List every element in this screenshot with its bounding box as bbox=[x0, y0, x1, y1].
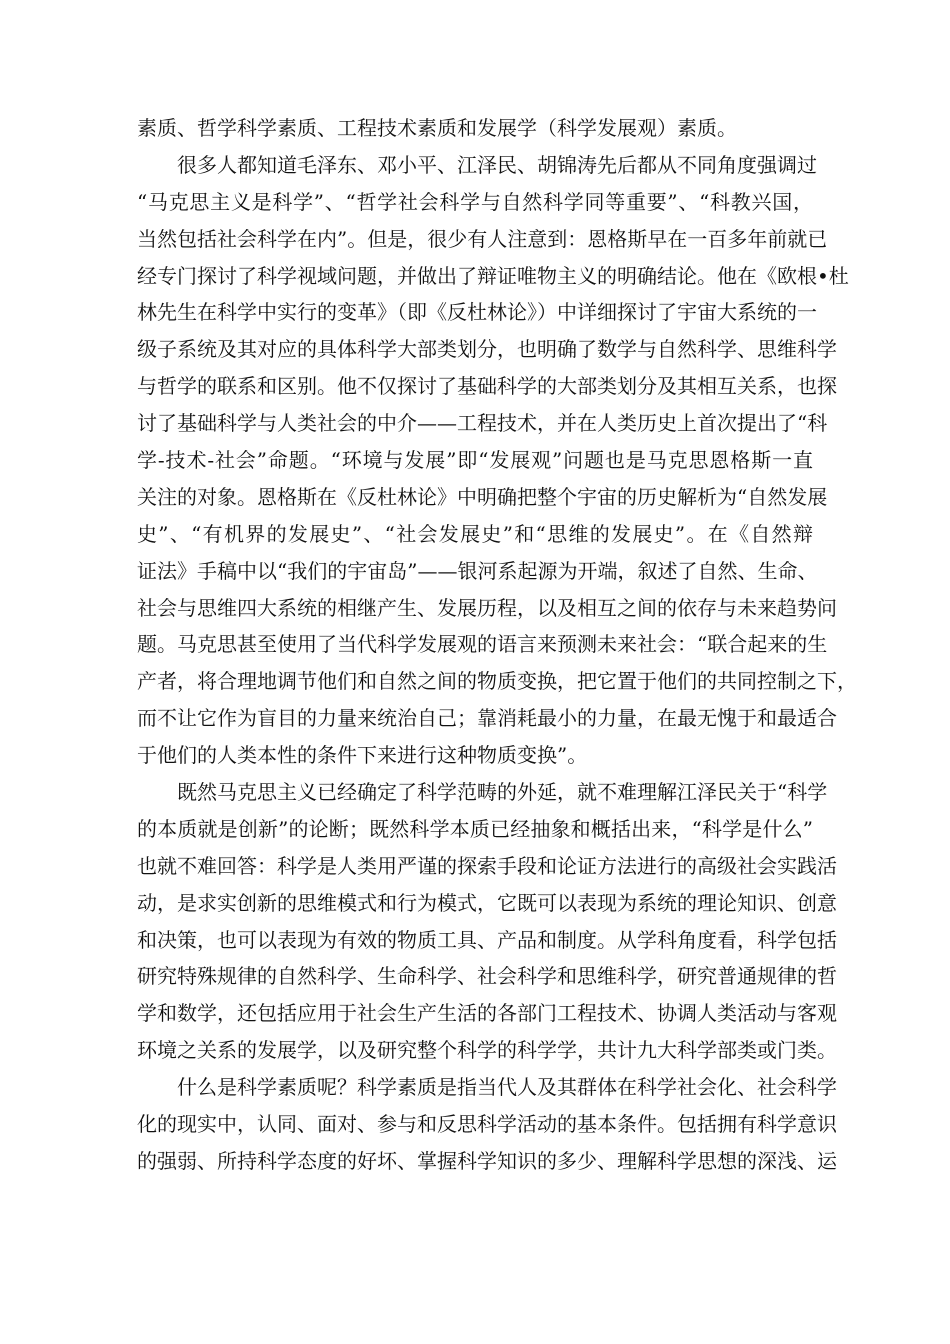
text-line: 当然包括社会科学在内”。但是，很少有人注意到：恩格斯早在一百多年前就已 bbox=[137, 226, 828, 251]
text-line: 和决策，也可以表现为有效的物质工具、产品和制度。从学科角度看，科学包括 bbox=[137, 927, 837, 952]
text-line: 林先生在科学中实行的变革》（即《反杜林论》）中详细探讨了宇宙大系统的一 bbox=[137, 300, 817, 325]
text-line: 学-技术-社会”命题。“环境与发展”即“发展观”问题也是马克思恩格斯一直 bbox=[137, 448, 813, 473]
text-line: 而不让它作为盲目的力量来统治自己；靠消耗最小的力量，在最无愧于和最适合 bbox=[137, 706, 837, 731]
text-line: 关注的对象。恩格斯在《反杜林论》中明确把整个宇宙的历史解析为“自然发展 bbox=[137, 484, 828, 509]
text-line: 也就不难回答：科学是人类用严谨的探索手段和论证方法进行的高级社会实践活 bbox=[137, 853, 837, 878]
text-line: 既然马克思主义已经确定了科学范畴的外延，就不难理解江泽民关于“科学 bbox=[177, 780, 828, 805]
text-line: 的强弱、所持科学态度的好坏、掌握科学知识的多少、理解科学思想的深浅、运 bbox=[137, 1148, 837, 1173]
text-line: 证法》手稿中以“我们的宇宙岛”——银河系起源为开端，叙述了自然、生命、 bbox=[137, 558, 818, 583]
text-line: 经专门探讨了科学视域问题，并做出了辩证唯物主义的明确结论。他在《欧根•杜 bbox=[137, 263, 849, 288]
text-line: 题。马克思甚至使用了当代科学发展观的语言来预测未来社会：“联合起来的生 bbox=[137, 632, 828, 657]
text-line: 史”、“有机界的发展史”、“社会发展史”和“思维的发展史”。在《自然辩 bbox=[137, 521, 813, 546]
text-line: 什么是科学素质呢？科学素质是指当代人及其群体在科学社会化、社会科学 bbox=[177, 1075, 837, 1100]
text-line: “马克思主义是科学”、“哲学社会科学与自然科学同等重要”、“科教兴国， bbox=[137, 189, 813, 214]
text-line: 环境之关系的发展学，以及研究整个科学的科学学，共计九大科学部类或门类。 bbox=[137, 1038, 837, 1063]
text-line: 级子系统及其对应的具体科学大部类划分，也明确了数学与自然科学、思维科学 bbox=[137, 337, 837, 362]
text-line: 动，是求实创新的思维模式和行为模式，它既可以表现为系统的理论知识、创意 bbox=[137, 890, 837, 915]
text-line: 于他们的人类本性的条件下来进行这种物质变换”。 bbox=[137, 743, 588, 768]
text-line: 素质、哲学科学素质、工程技术素质和发展学（科学发展观）素质。 bbox=[137, 116, 737, 140]
text-line: 化的现实中，认同、面对、参与和反思科学活动的基本条件。包括拥有科学意识 bbox=[137, 1112, 837, 1137]
text-line: 很多人都知道毛泽东、邓小平、江泽民、胡锦涛先后都从不同角度强调过 bbox=[177, 152, 817, 177]
text-line: 讨了基础科学与人类社会的中介——工程技术，并在人类历史上首次提出了“科 bbox=[137, 411, 828, 436]
text-line: 产者，将合理地调节他们和自然之间的物质变换，把它置于他们的共同控制之下， bbox=[137, 669, 857, 694]
text-line: 与哲学的联系和区别。他不仅探讨了基础科学的大部类划分及其相互关系，也探 bbox=[137, 374, 837, 399]
text-line: 学和数学，还包括应用于社会生产生活的各部门工程技术、协调人类活动与客观 bbox=[137, 1001, 837, 1026]
text-line: 研究特殊规律的自然科学、生命科学、社会科学和思维科学，研究普通规律的哲 bbox=[137, 964, 837, 989]
text-line: 社会与思维四大系统的相继产生、发展历程，以及相互之间的依存与未来趋势问 bbox=[137, 595, 837, 620]
body-text bbox=[137, 110, 857, 1180]
text-line: 的本质就是创新”的论断；既然科学本质已经抽象和概括出来，“科学是什么” bbox=[137, 816, 813, 841]
